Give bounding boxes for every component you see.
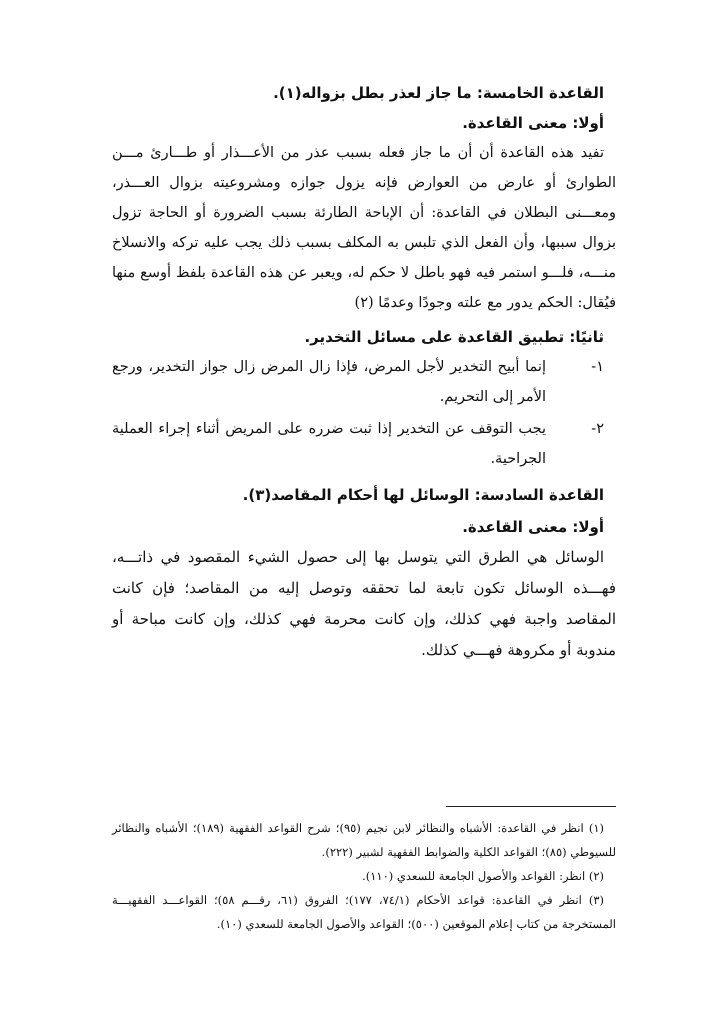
footnote: (٣) انظر في القاعدة: قواعد الأحكام (٧٤/١، ١٧٧)؛ الفروق (٦١، رقـــم ٥٨)؛ القواعـــد الفقهيـــة المستخرجة من كتاب إعلام الموقعين (٥٠٠)؛ القواعد والأصول الجامعة للسعدي (١٠). bbox=[112, 893, 616, 931]
rule6-meaning-paragraph: الوسائل هي الطرق التي يتوسل بها إلى حصول الشيء المقصود في ذاتـــه، فهـــذه الوسائل تكون تابعة لما تحققه وتوصل إليه من المقاصد؛ فإن كانت المقاصد واجبة فهي كذلك، وإن كانت محرمة فهي كذلك، وإن كانت مباحة أو مندوبة أو مكروهة فهـــي كذلك. bbox=[112, 548, 616, 659]
list-item-number: ١- bbox=[591, 359, 604, 375]
footnote: (١) انظر في القاعدة: الأشباه والنظائر لابن نجيم (٩٥)؛ شرح القواعد الفقهية (١٨٩)؛ الأشباه والنظائر للسيوطي (٨٥)؛ القواعد الكلية والضوابط الفقهية لشبير (٢٢٢). bbox=[112, 821, 616, 859]
list-item-text: إنما أبيح التخدير لأجل المرض، فإذا زال المرض زال جواز التخدير، ورجع الأمر إلى التحريم. bbox=[112, 359, 546, 405]
footnotes bbox=[112, 816, 616, 936]
list-item-text: يجب التوقف عن التخدير إذا ثبت ضرره على المريض أثناء إجراء العملية الجراحية. bbox=[112, 421, 546, 467]
list-item bbox=[112, 352, 616, 412]
rule5-subheading-meaning: أولا: معنى القاعدة. bbox=[462, 114, 604, 132]
document-body bbox=[112, 84, 616, 666]
rule5-meaning-paragraph: تفيد هذه القاعدة أن أن ما جاز فعله بسبب عذر من الأعـــذار أو طـــارئ مـــن الطوارئ أو عارض من العوارض فإنه يزول جوازه ومشروعيته بزوال العـــذر، ومعـــنى البطلان في القاعدة: أن الإباحة الطارئة بسبب الضرورة أو الحاجة تزول بزوال سببها، وأن الفعل الذي تلبس به المكلف بسبب ذلك يجب عليه تركه والانسلاخ منـــه، فلـــو استمر فيه فهو باطل لا حكم له، ويعبر عن هذه القاعدة بلفظ أوسع منها فيُقال: الحكم يدور مع علته وجودًا وعدمًا (٢) bbox=[112, 145, 616, 311]
rule6-heading: القاعدة السادسة: الوسائل لها أحكام المقاصد(٣). bbox=[242, 486, 604, 504]
rule5-subheading-application: ثانيًا: تطبيق القاعدة على مسائل التخدير. bbox=[304, 328, 604, 346]
rule6-subheading-meaning: أولا: معنى القاعدة. bbox=[462, 518, 604, 536]
list-item-number: ٢- bbox=[591, 421, 604, 437]
rule5-heading: القاعدة الخامسة: ما جاز لعذر بطل بزواله(١). bbox=[273, 84, 604, 102]
footnote-separator bbox=[446, 806, 616, 807]
list-item bbox=[112, 414, 616, 474]
footnote: (٢) انظر: القواعد والأصول الجامعة للسعدي (١١٠). bbox=[362, 869, 604, 883]
